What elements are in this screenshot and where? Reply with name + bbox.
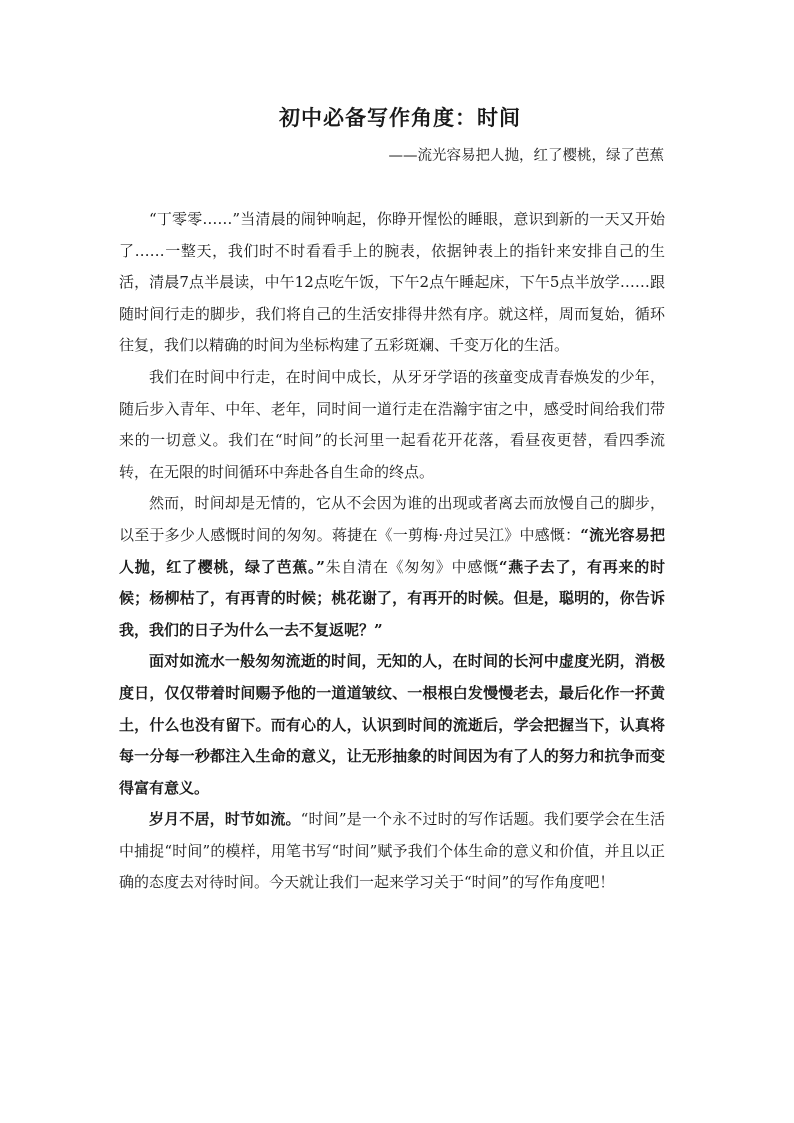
page-title: 初中必备写作角度：时间	[279, 105, 521, 130]
paragraph-3-text: 然而，时间却是无情的，它从不会因为谁的出现或者离去而放慢自己的脚步，以至于多少人感慨时间的匆匆。蒋捷在《一剪梅·舟过吴江》中感慨：	[119, 494, 665, 544]
paragraph-5-text: “时间”是一个永不过时的写作话题。我们要学会在生活中捕捉“时间”的模样，用笔书写“时间”赋予我们个体生命的意义和价值，并且以正确的态度去对待时间。今天就让我们一起来学习关于“时间”的写作角度吧！	[119, 810, 665, 892]
paragraph-3-quote-2: “燕子去了，有再来的时候；杨柳枯了，有再青的时候；桃花谢了，有再开的时候。但是，聪明的，你告诉我，我们的日子为什么一去不复返呢？”	[119, 557, 665, 639]
paragraph-1: “丁零零……”当清晨的闹钟响起，你睁开惺忪的睡眼，意识到新的一天又开始了……一整天，我们时不时看看手上的腕表，依据钟表上的指针来安排自己的生活，清晨7点半晨读，中午12点吃午饭，下午2点午睡起床，下午5点半放学……跟随时间行走的脚步，我们将自己的生活安排得井然有序。就这样，周而复始，循环往复，我们以精确的时间为坐标构建了五彩斑斓、千变万化的生活。	[119, 210, 665, 355]
paragraph-3-quote-1: “流光容易把人抛，红了樱桃，绿了芭蕉。”	[119, 525, 665, 576]
paragraph-5	[119, 804, 665, 899]
paragraph-5-lead: 岁月不居，时节如流。	[149, 810, 301, 829]
page-subtitle: ——流光容易把人抛，红了樱桃，绿了芭蕉	[388, 148, 664, 164]
paragraph-3	[119, 488, 665, 646]
article-body	[119, 204, 665, 899]
paragraph-4: 面对如流水一般匆匆流逝的时间，无知的人，在时间的长河中虚度光阴，消极度日，仅仅带着时间赐予他的一道道皱纹、一根根白发慢慢老去，最后化作一抔黄土，什么也没有留下。而有心的人，认识到时间的流逝后，学会把握当下，认真将每一分每一秒都注入生命的意义，让无形抽象的时间因为有了人的努力和抗争而变得富有意义。	[119, 652, 665, 797]
paragraph-2: 我们在时间中行走，在时间中成长，从牙牙学语的孩童变成青春焕发的少年，随后步入青年、中年、老年，同时间一道行走在浩瀚宇宙之中，感受时间给我们带来的一切意义。我们在“时间”的长河里一起看花开花落，看昼夜更替，看四季流转，在无限的时间循环中奔赴各自生命的终点。	[119, 367, 665, 481]
paragraph-3-mid-text: 朱自清在《匆匆》中感慨	[324, 557, 499, 576]
